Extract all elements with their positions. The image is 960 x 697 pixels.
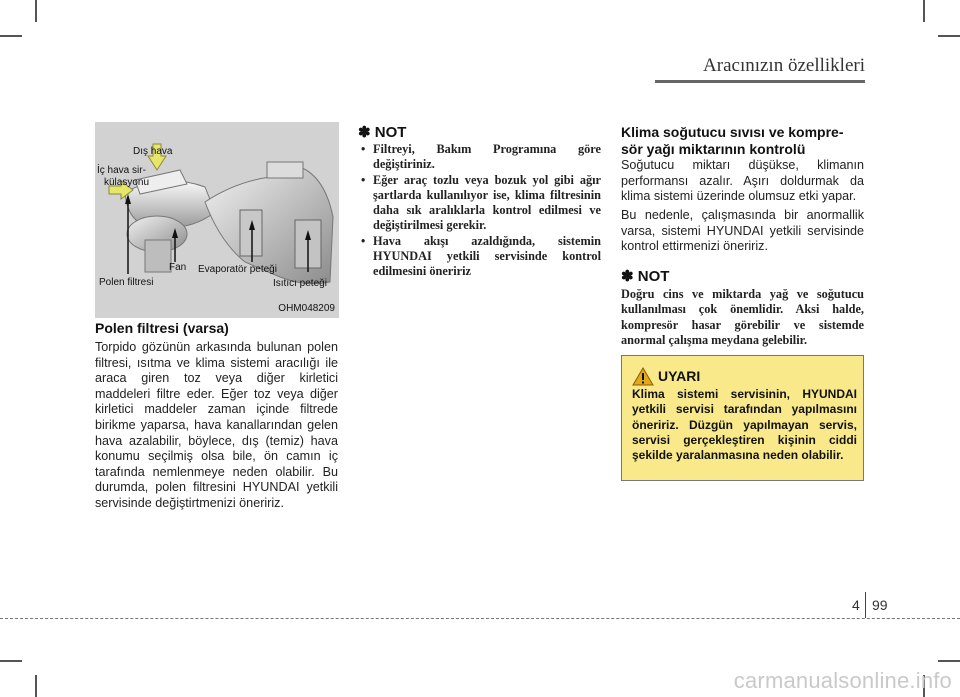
crop-mark <box>0 660 22 662</box>
crop-mark <box>0 35 22 37</box>
warning-box <box>621 355 864 481</box>
note-heading-2: ✽ NOT <box>621 268 670 285</box>
label-outside-air: Dış hava <box>133 146 173 157</box>
note-item: • Eğer araç tozlu veya bozuk yol gibi ağır şartlarda kullanılıyor ise, klima filtresinin daha sık aralıklarla kontrol edilmesi ve değiştirilmesi gerekir. <box>358 173 601 234</box>
label-evaporator: Evaporatör peteği <box>198 264 277 275</box>
label-pollen-filter: Polen filtresi <box>99 277 154 288</box>
section-title-pollen-filter: Polen filtresi (varsa) <box>95 320 229 336</box>
crop-mark <box>923 0 925 22</box>
page-number-divider <box>865 592 866 618</box>
watermark: carmanualsonline.info <box>733 668 952 693</box>
crop-mark <box>35 675 37 697</box>
pollen-filter-description: Torpido gözünün arkasında bulunan polen filtresi, ısıtma ve klima sistemi aracılığı ile araca giren toz veya diğer kirletici maddeleri filtre eder. Eğer toz veya diğer kirletici maddeler zaman içinde filtrede birikme yaparsa, hava kanallarından gelen hava azalabilir, böylece, dış (temiz) hava konumu seçilmiş olsa bile, ön camın iç tarafında nemlenmeye neden olabilir. Bu durumda, polen filtresini HYUNDAI yetkili servisinde değiştirtmenizi öneririz. <box>95 340 338 510</box>
label-heater-core: Isıtıcı peteği <box>273 278 327 289</box>
chapter-number: 4 <box>852 597 860 613</box>
crop-mark <box>938 660 960 662</box>
label-recirculation-1: İç hava sir- <box>97 165 146 176</box>
crop-mark <box>938 35 960 37</box>
section-title-refrigerant-1: Klima soğutucu sıvısı ve kompre- <box>621 124 844 140</box>
header-rule <box>655 80 865 83</box>
crop-mark <box>35 0 37 22</box>
warning-title: UYARI <box>658 368 701 384</box>
hvac-diagram-figure <box>95 122 339 318</box>
note-item: • Hava akışı azaldığında, sistemin HYUNDAI yetkili servisinde kontrol edilmesini öneririz <box>358 234 601 280</box>
page-number: 99 <box>872 597 888 613</box>
refrigerant-paragraph-2: Bu nedenle, çalışmasında bir anormallik varsa, sistemi HYUNDAI yetkili servisinde kontrol ettirmenizi öneririz. <box>621 208 864 254</box>
figure-code: OHM048209 <box>278 303 335 314</box>
footer-dashed-line <box>0 618 960 619</box>
warning-triangle-icon <box>632 367 654 386</box>
label-recirculation-2: külasyonu <box>104 177 150 188</box>
note-heading-1: ✽ NOT <box>358 124 407 141</box>
note-item: • Filtreyi, Bakım Programına göre değiştiriniz. <box>358 142 601 173</box>
section-title-refrigerant-2: sör yağı miktarının kontrolü <box>621 141 806 157</box>
note-body-2: Doğru cins ve miktarda yağ ve soğutucu kullanılması çok önemlidir. Aksi halde, kompresör hasar görebilir ve sistemde anormal çalışma meydana gelebilir. <box>621 287 864 347</box>
chapter-title: Aracınızın özellikleri <box>703 55 865 76</box>
refrigerant-paragraph-1: Soğutucu miktarı düşükse, klimanın performansı azalır. Aşırı doldurmak da klima sistemi üzerinde olumsuz etki yapar. <box>621 158 864 204</box>
warning-body: Klima sistemi servisinin, HYUNDAI yetkili servisi tarafından yapılmasını öneririz. Düzgün yapılmayan servis, servisi gerçekleştiren kişinin ciddi şekilde yaralanmasına neden olabilir. <box>632 387 857 463</box>
note-list-1 <box>358 142 601 280</box>
label-fan: Fan <box>169 262 187 273</box>
